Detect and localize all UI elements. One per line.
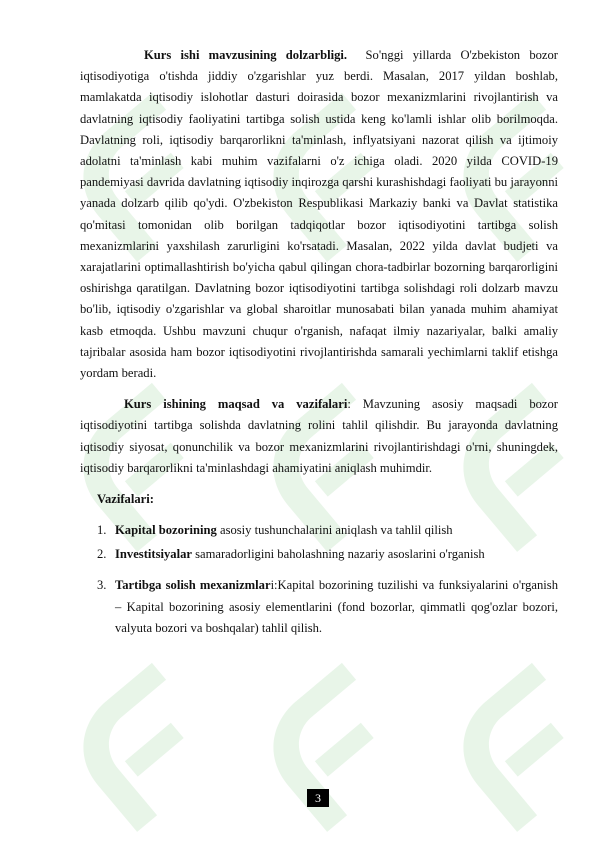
- goals-colon: :: [347, 397, 351, 412]
- tasks-list: [80, 520, 558, 639]
- page-number: 3: [307, 789, 329, 807]
- relevance-body: So'nggi yillarda O'zbekiston bozor iqtisodiyotiga o'tishda jiddiy o'zgarishlar yuz berdi. Masalan, 2017 yildan boshlab, mamlakatda iqtisodiy islohotlar dasturi doirasida bozor mexanizmlarini rivojlantirish va davlatning iqtisodiy faoliyatini tartibga solish ustida keng ko'lamli ishlar olib borilmoqda. Davlatning roli, iqtisodiy barqarorlikni ta'minlash, inflyatsiyani nazorat qilish va ijtimoiy adolatni ta'minlash kabi muhim vazifalarni o'z ichiga oladi. 2020 yilda COVID-19 pandemiyasi davrida davlatning iqtisodiy inqirozga qarshi kurashishdagi faoliyati bu jarayonni yanada dolzarb qilib qo'ydi. O'zbekiston Respublikasi Markaziy banki va Davlat statistika qo'mitasi tomonidan olib borilgan tadqiqotlar bozor iqtisodiyotini tartibga solish mexanizmlarini yaxshilash zarurligini ko'rsatadi. Masalan, 2022 yilda davlat budjeti va xarajatlarini optimallashtirish bo'yicha qabul qilingan chora-tadbirlar bozorning barqarorligini oshirishga qaratilgan. Davlatning bozor iqtisodiyotini tartibga solishdagi roli dolzarb mavzu bo'lib, iqtisodiy o'zgarishlar va global sharoitlar munosabati bilan yanada muhim ahamiyat kasb etmoqda. Ushbu mavzuni chuqur o'rganish, nafaqat ilmiy nazariyalar, balki amaliy tajribalar asosida ham bozor iqtisodiyotini rivojlantirishda samarali yechimlarni taklif etishga yordam beradi.: [80, 48, 558, 381]
- relevance-paragraph: [80, 45, 558, 384]
- list-item-number: 3.: [97, 578, 107, 593]
- watermark-logo-icon: [440, 663, 596, 832]
- list-item-bold: Investitsiyalar: [115, 547, 192, 562]
- watermark-logo-icon: [250, 663, 419, 832]
- list-item: [80, 544, 558, 565]
- list-item-text: samaradorligini baholashning nazariy asoslarini o'rganish: [191, 547, 485, 562]
- list-item-number: 1.: [97, 523, 107, 538]
- tasks-title: Vazifalari:: [97, 492, 154, 507]
- relevance-heading: Kurs ishi mavzusining dolzarbligi.: [144, 48, 348, 62]
- list-item-bold: Tartibga solish mexanizmlar: [115, 578, 271, 593]
- list-item-number: 2.: [97, 547, 107, 562]
- watermark-logo-icon: [60, 663, 229, 832]
- list-item: [80, 520, 558, 541]
- goals-body: Mavzuning asosiy maqsadi bozor iqtisodiyotini tartibga solishda davlatning rolini tahlil qilishdir. Bu jarayonda davlatning iqtisodiy siyosat, qonunchilik va bozor mexanizmlarini rivojlantirishdagi o'rni, shuningdek, iqtisodiy barqarorlikni ta'minlashdagi ahamiyatini aniqlash muhimdir.: [80, 397, 558, 475]
- goals-heading: Kurs ishining maqsad va vazifalari: [124, 397, 348, 412]
- list-item-text: i:Kapital bozorining tuzilishi va funksiyalarini o'rganish – Kapital bozorining asosiy elementlarini (fond bozorlar, qimmatli qog'ozlar bozori, valyuta bozori va boshqalar) tahlil qilish.: [115, 578, 558, 635]
- list-item: [80, 575, 558, 639]
- list-item-text: asosiy tushunchalarini aniqlash va tahlil qilish: [216, 523, 453, 538]
- document-page: [80, 45, 558, 642]
- list-item-bold: Kapital bozorining: [115, 523, 217, 538]
- goals-paragraph: [80, 394, 558, 479]
